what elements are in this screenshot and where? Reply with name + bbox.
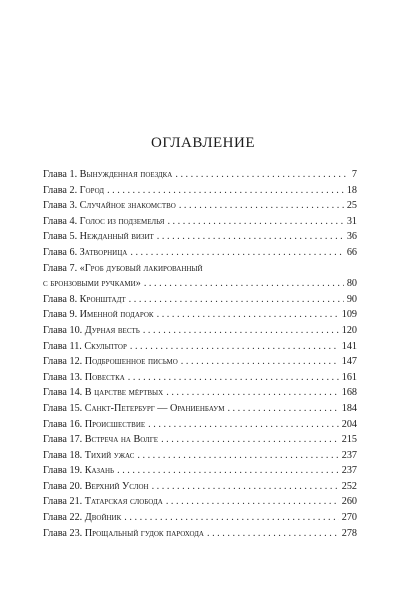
page-number: 278 [341, 527, 357, 539]
chapter-title: Кронштадт [79, 293, 126, 305]
dot-leader [143, 323, 339, 339]
page-number: 215 [341, 434, 357, 446]
toc-entry-line [43, 276, 357, 292]
dot-leader [181, 354, 339, 370]
toc-entry [43, 198, 357, 214]
dot-leader [152, 479, 339, 495]
toc-entry [43, 292, 357, 308]
chapter-title: Случайное знакомство [79, 200, 176, 212]
dot-leader [179, 198, 344, 214]
chapter-title: Повестка [84, 371, 125, 383]
page-number: 237 [341, 465, 357, 477]
chapter-label: Глава 13. [43, 371, 83, 383]
toc-entry [43, 432, 357, 448]
toc-entry [43, 479, 357, 495]
chapter-title: Именной подарок [79, 309, 154, 321]
chapter-label: Глава 16. [43, 418, 83, 430]
chapter-title: Дурная весть [84, 324, 140, 336]
chapter-label: Глава 1. [43, 169, 78, 180]
dot-leader [166, 494, 339, 510]
chapter-label: Глава 9. [43, 309, 78, 321]
dot-leader [128, 370, 339, 386]
dot-leader [167, 214, 343, 230]
chapter-label: Глава 6. [43, 246, 78, 258]
toc-entry [43, 510, 357, 526]
chapter-label: Глава 12. [43, 356, 83, 368]
page-number: 252 [341, 480, 357, 492]
chapter-label: Глава 19. [43, 465, 83, 477]
toc-entry [43, 323, 357, 339]
chapter-label: Глава 20. [43, 480, 83, 492]
chapter-label: Глава 17. [43, 434, 83, 446]
dot-leader [137, 448, 338, 464]
chapter-label: Глава 4. [43, 215, 78, 227]
toc-entry [43, 417, 357, 433]
page-number: 141 [341, 340, 357, 352]
dot-leader [130, 339, 339, 355]
dot-leader [107, 183, 344, 199]
toc-entry [43, 183, 357, 199]
dot-leader [166, 385, 339, 401]
chapter-title: Двойник [84, 512, 122, 524]
page-number: 7 [351, 169, 357, 180]
page-number: 161 [341, 371, 357, 383]
chapter-title: Происшествие [84, 418, 146, 430]
chapter-title: Затворница [79, 246, 128, 258]
toc-entry [43, 354, 357, 370]
toc-entry [43, 245, 357, 261]
page-number: 168 [341, 387, 357, 399]
chapter-title: Город [79, 184, 105, 196]
page-number: 109 [341, 309, 357, 321]
chapter-title: «Гроб дубовый лакированный [79, 262, 203, 274]
chapter-title: Татарская слобода [84, 496, 163, 508]
toc-entry [43, 214, 357, 230]
toc-entry [43, 494, 357, 510]
dot-leader [207, 526, 339, 542]
toc-entry [43, 229, 357, 245]
chapter-label: Глава 15. [43, 402, 83, 414]
toc-entry [43, 401, 357, 417]
dot-leader [124, 510, 338, 526]
toc-entry [43, 307, 357, 323]
chapter-title: Встреча на Волге [84, 434, 159, 446]
toc-entry [43, 167, 357, 183]
page-number: 120 [341, 324, 357, 336]
chapter-label: Глава 5. [43, 231, 78, 243]
page-number: 90 [346, 293, 357, 305]
chapter-label: Глава 2. [43, 184, 78, 196]
toc-entry [43, 339, 357, 355]
chapter-title: Тихий ужас [84, 449, 135, 461]
page-number: 147 [341, 356, 357, 368]
chapter-title: Скульптор [84, 340, 127, 352]
page-number: 18 [346, 184, 357, 196]
chapter-label: Глава 18. [43, 449, 83, 461]
dot-leader [161, 432, 339, 448]
page-title: оглавление [151, 127, 255, 152]
page-number: 270 [341, 512, 357, 524]
toc-entry [43, 526, 357, 542]
page-number: 184 [341, 402, 357, 414]
dot-leader [175, 167, 349, 183]
chapter-label: Глава 11. [43, 340, 82, 352]
dot-leader [144, 276, 344, 292]
toc-entry [43, 261, 357, 292]
dot-leader [117, 463, 339, 479]
chapter-title: Верхний Услон [84, 480, 149, 492]
table-of-contents [43, 167, 357, 541]
chapter-label: Глава 8. [43, 293, 78, 305]
dot-leader [130, 245, 343, 261]
chapter-label: Глава 10. [43, 324, 83, 336]
chapter-title: Санкт-Петербург — Ораниенбаум [84, 402, 225, 414]
page-number: 260 [341, 496, 357, 508]
chapter-label: Глава 14. [43, 387, 83, 399]
page-number: 31 [346, 215, 357, 227]
toc-entry [43, 448, 357, 464]
chapter-title: Казань [84, 465, 115, 477]
toc-entry [43, 370, 357, 386]
page-number: 237 [341, 449, 357, 461]
page-number: 204 [341, 418, 357, 430]
chapter-title: Прощальный гудок парохода [84, 527, 204, 539]
page-number: 80 [346, 278, 357, 290]
chapter-label: Глава 21. [43, 496, 83, 508]
chapter-label: Глава 23. [43, 527, 83, 539]
chapter-title: Подброшенное письмо [84, 356, 178, 368]
dot-leader [157, 229, 344, 245]
chapter-title: Нежданный визит [79, 231, 154, 243]
chapter-label: Глава 22. [43, 512, 83, 524]
chapter-label: Глава 7. [43, 262, 78, 274]
dot-leader [227, 401, 338, 417]
chapter-title: Вынужденная поездка [79, 169, 173, 180]
toc-entry [43, 463, 357, 479]
dot-leader [148, 417, 339, 433]
chapter-title: В царстве мёртвых [84, 387, 164, 399]
dot-leader [129, 292, 344, 308]
chapter-title-continued: с бронзовыми ручками» [43, 278, 141, 290]
page-number: 36 [346, 231, 357, 243]
page-number: 25 [346, 200, 357, 212]
chapter-label: Глава 3. [43, 200, 78, 212]
toc-entry [43, 385, 357, 401]
page-number: 66 [346, 246, 357, 258]
toc-entry-line [43, 261, 357, 277]
chapter-title: Голос из подземелья [79, 215, 165, 227]
dot-leader [157, 307, 339, 323]
